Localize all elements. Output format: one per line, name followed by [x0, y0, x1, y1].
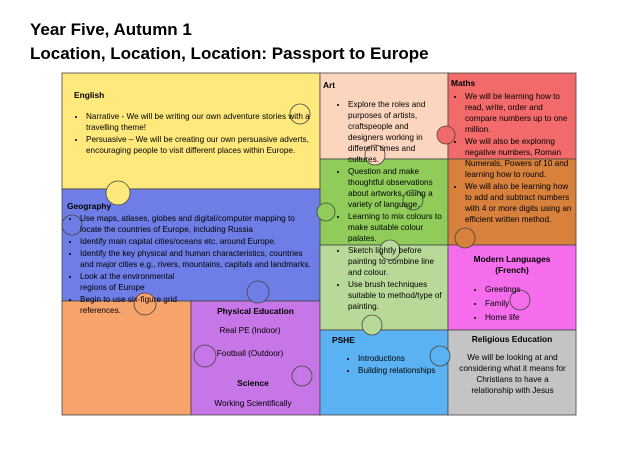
- art-text: [336, 99, 446, 313]
- list-item: • Sketch lightly before painting to combine line and colour.: [348, 245, 446, 278]
- list-item: • Look at the environmental regions of Europe: [80, 271, 180, 293]
- list-item: • Home life: [485, 312, 573, 323]
- languages-list: [473, 284, 573, 324]
- list-item: • We will be learning how to read, write, order and compare numbers up to one million.: [465, 91, 575, 135]
- knob: [362, 315, 382, 335]
- english-text: [74, 111, 314, 157]
- pshe-list: [346, 353, 446, 377]
- re-heading: Religious Education: [471, 334, 553, 344]
- list-item: • Use brush techniques suitable to method/type of painting.: [348, 279, 446, 312]
- english-heading: English: [74, 90, 105, 100]
- geography-heading: Geography: [67, 201, 112, 211]
- maths-text: [453, 91, 575, 226]
- list-item: • Narrative - We will be writing our own adventure stories with a travelling theme!: [86, 111, 314, 133]
- re-text: We will be looking at and considering what it means for Christians to have a relationship with Jesus: [459, 353, 566, 395]
- knob: [455, 228, 475, 248]
- pshe-heading: PSHE: [332, 335, 355, 345]
- list-item: • Building relationships: [358, 365, 446, 376]
- list-item: • Greetings: [485, 284, 573, 295]
- list-item: • Begin to use six-figure grid references.: [80, 294, 190, 316]
- maths-heading: Maths: [451, 78, 476, 88]
- list-item: • Introductions: [358, 353, 446, 364]
- languages-heading-sub: (French): [495, 265, 529, 275]
- pe-line-2: Football (Outdoor): [216, 349, 284, 358]
- knob: [317, 203, 335, 221]
- art-heading: Art: [323, 80, 336, 90]
- list-item: • Identify main capital cities/oceans etc. around Europe.: [80, 236, 316, 247]
- pe-line-1: Real PE (Indoor): [219, 326, 281, 335]
- list-item: • We will also be learning how to add and subtract numbers with 4 or more digits using an efficient written method.: [465, 181, 575, 225]
- list-item: • Use maps, atlases, globes and digital/computer mapping to locate the countries of Europe, including Russia: [80, 213, 316, 235]
- geography-text: [68, 213, 316, 317]
- list-item: • Learning to mix colours to make suitable colour palates.: [348, 211, 446, 244]
- list-item: • Persuasive – We will be creating our own persuasive adverts, encouraging people to visit different places within Europe.: [86, 134, 314, 156]
- list-item: • Identify the key physical and human characteristics, countries and major cities e.g., rivers, mountains, capitals and landmarks.: [80, 248, 316, 270]
- list-item: • Family: [485, 298, 573, 309]
- list-item: • We will also be exploring negative numbers, Roman Numerals, Powers of 10 and learning how to round.: [465, 136, 575, 180]
- geography-piece-lower: [62, 301, 191, 415]
- pe-heading: Physical Education: [217, 306, 294, 316]
- science-line-1: Working Scientifically: [214, 399, 292, 408]
- languages-heading: Modern Languages: [473, 254, 551, 264]
- page-title: Year Five, Autumn 1: [30, 20, 192, 39]
- list-item: • Question and make thoughtful observations about artworks, using a variety of language.: [348, 166, 446, 210]
- science-heading: Science: [237, 378, 269, 388]
- list-item: • Explore the roles and purposes of artists, craftspeople and designers working in different times and cultures.: [348, 99, 446, 165]
- page-subtitle: Location, Location, Location: Passport to Europe: [30, 44, 429, 63]
